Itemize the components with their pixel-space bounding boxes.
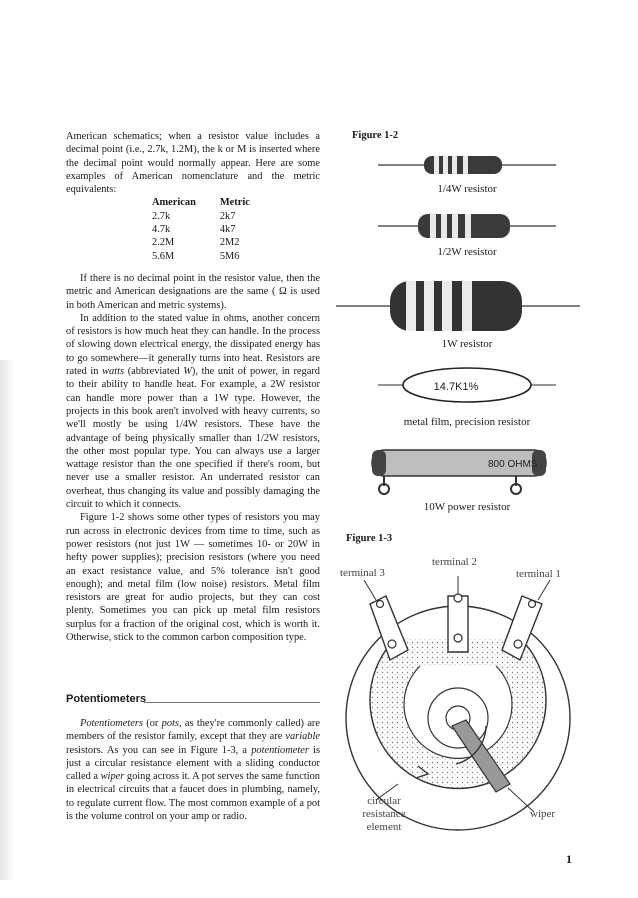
caption-quarter-watt: 1/4W resistor [437,183,497,195]
half-watt-resistor-image [378,210,556,242]
paragraph-resistor-types: Figure 1-2 shows some other types of resistors you may run across in electronic devices from time to time, such as power resistors (not just 1W — sometimes 10- or 20W in hefty power supplies); precision resistors (where you need an exact resistance value, and 5% tolerance isn't good enough); and metal film (low noise) resistors. Metal film resistors are great for audio projects, but they can cost plenty. Sometimes you can pick up metal film resistors surplus for a fraction of the original cost, which is worth it. Otherwise, stick to the common carbon composition type. [66,512,320,643]
cell-metric: 2M2 [219,237,240,249]
cell-american: 2.2M [152,237,175,249]
cell-metric: 5M6 [219,250,240,262]
caption-one-watt: 1W resistor [441,338,493,350]
left-column [66,130,320,644]
label-circular-resistance-element: circular resistance element [362,795,406,833]
table-row [148,236,274,249]
potentiometer-text [66,717,320,823]
label-terminal-2: terminal 2 [432,556,477,568]
paragraph-metric-intro: American schematics; when a resistor value includes a decimal point (i.e., 2.7k, 1.2M), the k or M is inserted where the decimal point would normally appear. Here are some examples of American nomenclature and the metric equivalents: [66,131,320,196]
label-wiper: wiper [530,808,556,820]
paragraph-decimal-point: If there is no decimal point in the resistor value, then the metric and American designations are the same ( Ω is used in both American and metric systems). [66,272,320,311]
quarter-watt-resistor-image [378,152,556,178]
cell-metric: 2k7 [219,210,236,222]
page-number: 1 [566,852,572,866]
section-heading [66,693,320,707]
nomenclature-table [148,196,274,262]
heading-rule [144,702,320,703]
figure-1-3-label: Figure 1-3 [346,533,393,544]
label-terminal-3: terminal 3 [340,567,385,579]
table-row [148,210,274,223]
cell-american: 2.7k [152,210,171,222]
scan-shadow [0,360,14,880]
paragraph-wattage: In addition to the stated value in ohms, another concern of resistors is how much heat they can handle. In the process of slowing down electrical energy, the dissipated energy has to go somewhere—it generally turns into heat. Resistors are rated in watts (abbreviated W), the unit of power, in regard to their ability to handle heat. For example, a 2W resistor can handle more power than a 1W type. However, the projects in this book aren't involved with heavy currents, so we'll mostly be using 1/4W resistors. These have the advantage of being physically smaller than 1/2W resistors, the other most popular type. You can always use a larger wattage resistor than the one specified if there's room, but never use a smaller resistor. An underrated resistor can overheat, thus changing its value and possibly damaging the circuit to which it connects. [66,312,320,511]
label-terminal-1: terminal 1 [516,568,561,580]
power-value-print: 800 OHMS [488,459,538,470]
caption-metal-film: metal film, precision resistor [403,416,531,428]
table-header-row [148,196,274,209]
column-header-american: American [152,197,196,209]
column-header-metric: Metric [219,197,250,209]
caption-half-watt: 1/2W resistor [437,246,497,258]
metal-film-resistor-image [378,364,556,406]
cell-metric: 4k7 [219,224,236,236]
table-row [148,223,274,236]
caption-ten-watt: 10W power resistor [423,501,511,513]
table-row [148,250,274,263]
section-title: Potentiometers [66,693,147,705]
cell-american: 5.6M [152,250,175,262]
power-resistor-image [362,442,556,496]
figure-1-2-label: Figure 1-2 [352,130,399,141]
paragraph-potentiometers: Potentiometers (or pots, as they're commonly called) are members of the resistor family, except that they are variable resistors. As you can see in Figure 1-3, a potentiometer is just a circular resistance element with a sliding conductor called a wiper going across it. A pot serves the same function in electrical circuits that a faucet does in plumbing, namely, to regulate current flow. The most common example of a pot is the volume control on your amp or radio. [66,718,321,823]
metal-film-value-print: 14.7K1% [433,381,479,393]
one-watt-resistor-image [336,278,580,334]
cell-american: 4.7k [152,224,171,236]
